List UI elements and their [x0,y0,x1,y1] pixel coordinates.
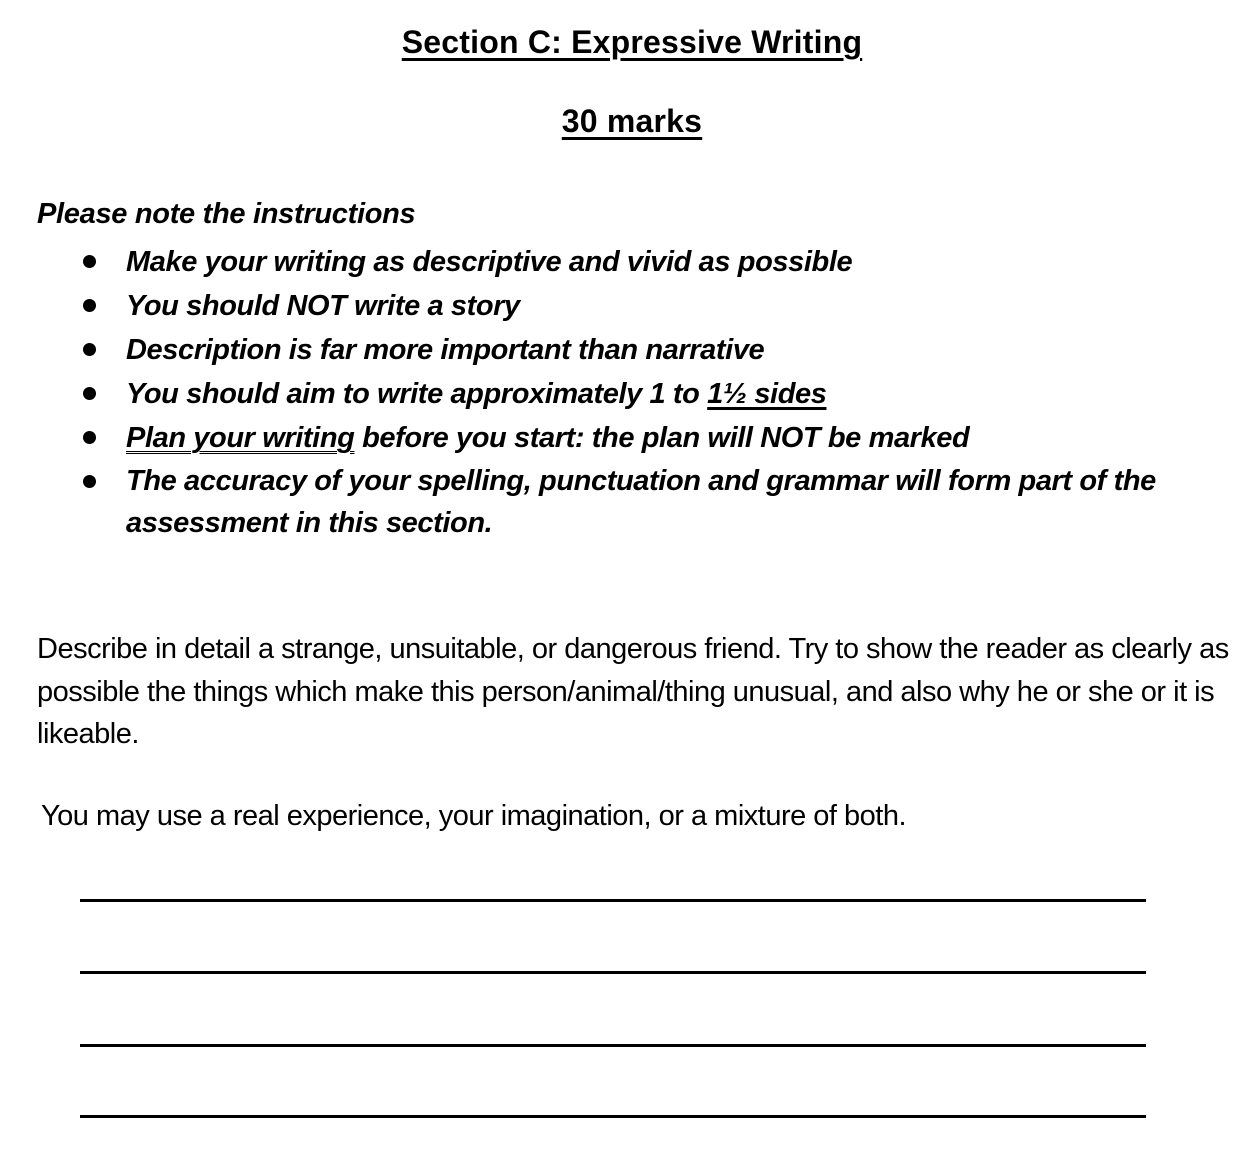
answer-line[interactable] [80,899,1146,902]
instructions-list [0,240,1246,544]
answer-line[interactable] [80,1115,1146,1118]
instruction-item: Description is far more important than narrative [0,328,1246,372]
marks-heading: 30 marks [561,103,703,139]
instruction-item: Make your writing as descriptive and vivid as possible [0,240,1246,284]
bullet-icon [83,343,96,356]
instruction-item: You should aim to write approximately 1 to 1½ sides [0,372,1246,416]
bullet-icon [83,475,96,488]
instruction-item: The accuracy of your spelling, punctuation and grammar will form part of the assessment in this section. [0,460,1206,544]
length-emphasis: 1½ sides [707,378,827,410]
section-title: Section C: Expressive Writing [401,24,863,60]
instructions-heading: Please note the instructions [37,198,416,230]
plan-emphasis: Plan your writing [126,422,355,454]
answer-line[interactable] [80,971,1146,974]
answer-line[interactable] [80,1044,1146,1047]
task-prompt: Describe in detail a strange, unsuitable, or dangerous friend. Try to show the reader as clearly as possible the things which make this person/animal/thing unusual, and also why he or she or it is likeable. [37,633,1229,750]
bullet-icon [83,387,96,400]
instruction-item: Plan your writing before you start: the plan will NOT be marked [0,416,1246,460]
bullet-icon [83,299,96,312]
bullet-icon [83,431,96,444]
bullet-icon [83,255,96,268]
instruction-item: You should NOT write a story [0,284,1246,328]
task-note: You may use a real experience, your imagination, or a mixture of both. [41,800,907,832]
